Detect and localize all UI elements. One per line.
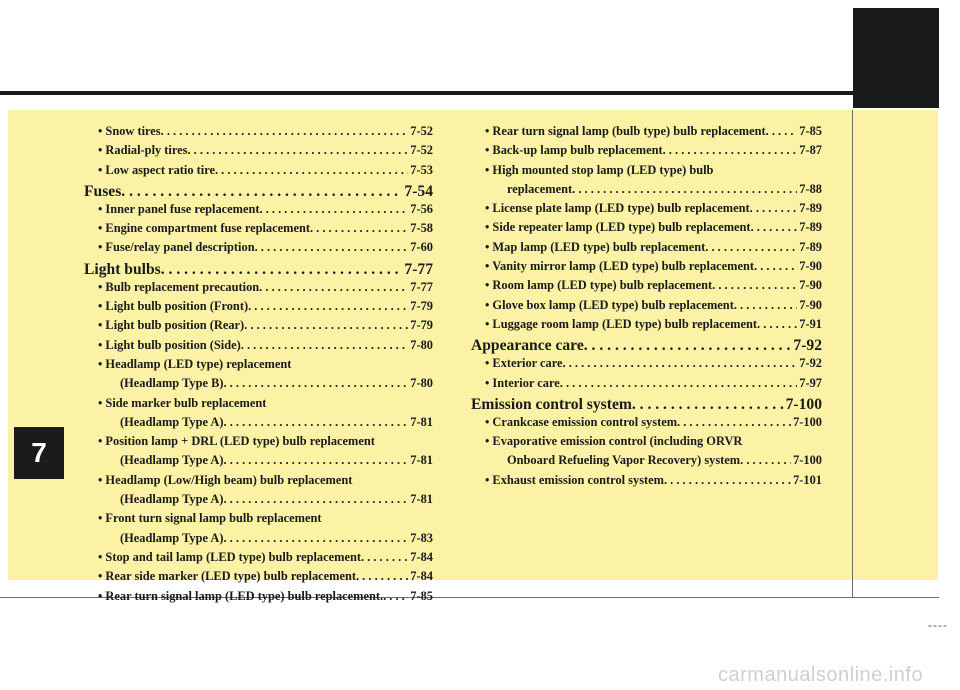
dot-leader <box>255 240 409 255</box>
dot-leader <box>751 220 798 235</box>
dot-leader <box>224 531 409 546</box>
toc-entry[interactable] <box>471 298 822 317</box>
toc-entry-title: • Side repeater lamp (LED type) bulb replacement <box>485 220 751 235</box>
dot-leader <box>260 202 409 217</box>
toc-page-number: 7-53 <box>410 162 433 177</box>
toc-page-number: 7-89 <box>799 239 822 254</box>
toc-section[interactable] <box>471 395 822 415</box>
toc-entry[interactable] <box>84 299 433 318</box>
toc-entry-title: Fuses <box>84 182 122 200</box>
dot-leader <box>356 569 408 584</box>
dot-leader <box>310 221 408 236</box>
dot-leader <box>259 280 408 295</box>
toc-section[interactable] <box>84 260 433 280</box>
dot-leader <box>663 143 798 158</box>
toc-entry[interactable] <box>84 415 433 434</box>
toc-entry-title: Onboard Refueling Vapor Recovery) system <box>507 453 741 468</box>
toc-entry-title: replacement <box>507 181 573 196</box>
toc-entry-title: • Inner panel fuse replacement <box>98 201 260 216</box>
toc-entry[interactable] <box>84 318 433 337</box>
toc-entry[interactable] <box>471 220 822 239</box>
toc-entry-heading[interactable]: • Headlamp (Low/High beam) bulb replacement <box>98 472 353 487</box>
toc-page-number: 7-89 <box>799 201 822 216</box>
toc-entry-heading[interactable]: • Front turn signal lamp bulb replacement <box>98 511 322 526</box>
dot-leader <box>161 124 409 139</box>
toc-entry-title: • Luggage room lamp (LED type) bulb replacement <box>485 316 757 331</box>
toc-page-number: 7-100 <box>785 395 822 413</box>
dot-leader <box>563 356 798 371</box>
toc-entry-title: • Vanity mirror lamp (LED type) bulb replacement <box>485 259 755 274</box>
toc-entry-title: • License plate lamp (LED type) bulb replacement <box>485 201 750 216</box>
toc-entry[interactable] <box>471 143 822 162</box>
toc-section[interactable] <box>471 336 822 356</box>
toc-entry-title: • Rear side marker (LED type) bulb replacement <box>98 569 356 584</box>
toc-entry-title: • Exhaust emission control system <box>485 472 664 487</box>
dot-leader <box>241 338 409 353</box>
toc-page-number: 7-90 <box>799 297 822 312</box>
toc-entry[interactable] <box>471 473 822 492</box>
toc-entry-title: • Glove box lamp (LED type) bulb replacement <box>485 297 734 312</box>
margin-divider <box>852 110 853 598</box>
toc-page-number: 7-80 <box>410 337 433 352</box>
dot-leader <box>215 163 408 178</box>
dot-leader <box>248 299 408 314</box>
toc-entry[interactable] <box>471 376 822 395</box>
toc-entry-title: • Light bulb position (Side) <box>98 337 241 352</box>
toc-entry-title: • Map lamp (LED type) bulb replacement <box>485 239 706 254</box>
dot-leader <box>740 453 791 468</box>
toc-page-number: 7-100 <box>793 453 822 468</box>
toc-entry-heading[interactable]: • Headlamp (LED type) replacement <box>98 356 292 371</box>
toc-entry[interactable] <box>84 569 433 588</box>
dot-leader <box>161 260 403 280</box>
toc-entry-heading[interactable]: • High mounted stop lamp (LED type) bulb <box>485 162 714 177</box>
toc-entry-title: • Radial-ply tires <box>98 143 188 158</box>
toc-entry[interactable] <box>84 376 433 395</box>
toc-entry-title: Appearance care <box>471 337 584 355</box>
toc-entry-title: Emission control system <box>471 395 632 413</box>
toc-page-number: 7-97 <box>799 375 822 390</box>
toc-page-number: 7-84 <box>410 549 433 564</box>
toc-entry[interactable] <box>471 415 822 434</box>
toc-entry[interactable] <box>471 278 822 297</box>
corner-black-tab <box>853 8 939 108</box>
toc-entry-title: • Light bulb position (Front) <box>98 299 249 314</box>
toc-page-number: 7-58 <box>410 221 433 236</box>
toc-page-number: 7-92 <box>793 337 822 355</box>
toc-page-number: 7-52 <box>410 143 433 158</box>
chapter-number-tab: 7 <box>14 427 64 479</box>
toc-page-number: 7-88 <box>799 181 822 196</box>
toc-page-number: 7-92 <box>799 356 822 371</box>
toc-entry-title: • Rear turn signal lamp (bulb type) bulb replacement <box>485 124 766 138</box>
toc-page-number: 7-77 <box>410 279 433 294</box>
toc-page-number: 7-79 <box>410 299 433 314</box>
toc-section[interactable] <box>84 182 433 202</box>
toc-page-number: 7-85 <box>410 588 433 603</box>
dot-leader <box>572 182 797 197</box>
toc-page-number: 7-77 <box>404 260 433 278</box>
toc-entry[interactable] <box>471 453 822 472</box>
toc-entry-title: • Snow tires <box>98 124 161 138</box>
toc-entry[interactable] <box>84 163 433 182</box>
toc-page-number: 7-89 <box>799 220 822 235</box>
toc-entry-title: • Low aspect ratio tire <box>98 162 215 177</box>
toc-page-number: 7-56 <box>410 201 433 216</box>
toc-entry-title: (Headlamp Type A) <box>120 414 224 429</box>
toc-entry[interactable] <box>84 550 433 569</box>
toc-entry[interactable] <box>84 202 433 221</box>
toc-entry[interactable] <box>84 124 433 143</box>
toc-entry-title: • Room lamp (LED type) bulb replacement <box>485 278 713 293</box>
dot-leader <box>224 415 409 430</box>
toc-page-number: 7-100 <box>793 414 822 429</box>
dot-leader <box>664 473 791 488</box>
toc-page-number: 7-85 <box>799 124 822 138</box>
toc-page-number: 7-83 <box>410 530 433 545</box>
toc-entry-title: • Exterior care <box>485 356 563 371</box>
dot-leader <box>677 415 791 430</box>
dot-leader <box>632 395 784 415</box>
toc-page-number: 7-101 <box>793 472 822 487</box>
toc-page-number: 7-52 <box>410 124 433 138</box>
toc-page-number: 7-81 <box>410 492 433 507</box>
toc-entry[interactable] <box>471 201 822 220</box>
dot-leader <box>766 124 798 139</box>
header-rule <box>0 91 853 95</box>
toc-page-number: 7-81 <box>410 453 433 468</box>
toc-entry-title: • Light bulb position (Rear) <box>98 318 245 333</box>
dot-leader <box>361 550 408 565</box>
dot-leader <box>121 182 402 202</box>
toc-entry-title: • Interior care <box>485 375 560 390</box>
toc-entry[interactable] <box>84 531 433 550</box>
toc-page-number: 7-90 <box>799 259 822 274</box>
toc-entry-heading[interactable]: • Evaporative emission control (including ORVR <box>485 434 743 449</box>
toc-entry-title: • Back-up lamp bulb replacement <box>485 143 663 158</box>
dot-leader <box>560 376 798 391</box>
dot-leader <box>383 589 408 604</box>
toc-entry-title: (Headlamp Type A) <box>120 453 224 468</box>
toc-entry-title: • Stop and tail lamp (LED type) bulb replacement <box>98 549 361 564</box>
toc-page-number: 7-87 <box>799 143 822 158</box>
toc-page-number: 7-90 <box>799 278 822 293</box>
toc-entry-title: (Headlamp Type A) <box>120 492 224 507</box>
toc-entry-title: • Fuse/relay panel description <box>98 240 255 255</box>
toc-page-number: 7-60 <box>410 240 433 255</box>
toc-entry[interactable] <box>84 143 433 162</box>
toc-entry-title: • Bulb replacement precaution <box>98 279 260 294</box>
toc-entry[interactable] <box>471 356 822 375</box>
dot-leader <box>224 376 409 391</box>
dot-leader <box>734 298 797 313</box>
dot-leader <box>584 336 792 356</box>
dot-leader <box>244 318 408 333</box>
toc-entry-title: (Headlamp Type A) <box>120 530 224 545</box>
dot-leader <box>750 201 798 216</box>
toc-entry-title: (Headlamp Type B) <box>120 376 224 391</box>
toc-left-column <box>84 124 433 608</box>
toc-entry[interactable] <box>471 259 822 278</box>
toc-page-number: 7-80 <box>410 376 433 391</box>
toc-entry[interactable] <box>84 453 433 472</box>
page-number-placeholder: ---- <box>928 618 948 632</box>
dot-leader <box>754 259 797 274</box>
toc-entry-title: • Crankcase emission control system <box>485 414 678 429</box>
toc-entry-heading[interactable]: • Side marker bulb replacement <box>98 395 267 410</box>
watermark-text: carmanualsonline.info <box>718 664 924 686</box>
dot-leader <box>757 317 797 332</box>
toc-page-number: 7-54 <box>404 182 433 200</box>
toc-entry[interactable] <box>84 492 433 511</box>
toc-entry[interactable] <box>84 338 433 357</box>
toc-entry-title: • Engine compartment fuse replacement <box>98 221 310 236</box>
toc-page-number: 7-91 <box>799 316 822 331</box>
toc-page-number: 7-79 <box>410 318 433 333</box>
toc-entry[interactable] <box>84 221 433 240</box>
dot-leader <box>224 453 409 468</box>
dot-leader <box>187 143 408 158</box>
toc-entry[interactable] <box>84 280 433 299</box>
dot-leader <box>712 278 797 293</box>
toc-entry[interactable] <box>84 589 433 608</box>
toc-right-column <box>471 124 822 492</box>
dot-leader <box>705 240 797 255</box>
toc-entry[interactable] <box>471 317 822 336</box>
toc-page-number: 7-84 <box>410 569 433 584</box>
dot-leader <box>224 492 409 507</box>
toc-entry[interactable] <box>471 182 822 201</box>
toc-entry-title: • Rear turn signal lamp (LED type) bulb replacement. <box>98 588 384 603</box>
toc-entry[interactable] <box>84 240 433 259</box>
toc-entry[interactable] <box>471 124 822 143</box>
toc-entry-title: Light bulbs <box>84 260 161 278</box>
toc-page-number: 7-81 <box>410 414 433 429</box>
toc-entry-heading[interactable]: • Position lamp + DRL (LED type) bulb replacement <box>98 434 375 449</box>
toc-entry[interactable] <box>471 240 822 259</box>
